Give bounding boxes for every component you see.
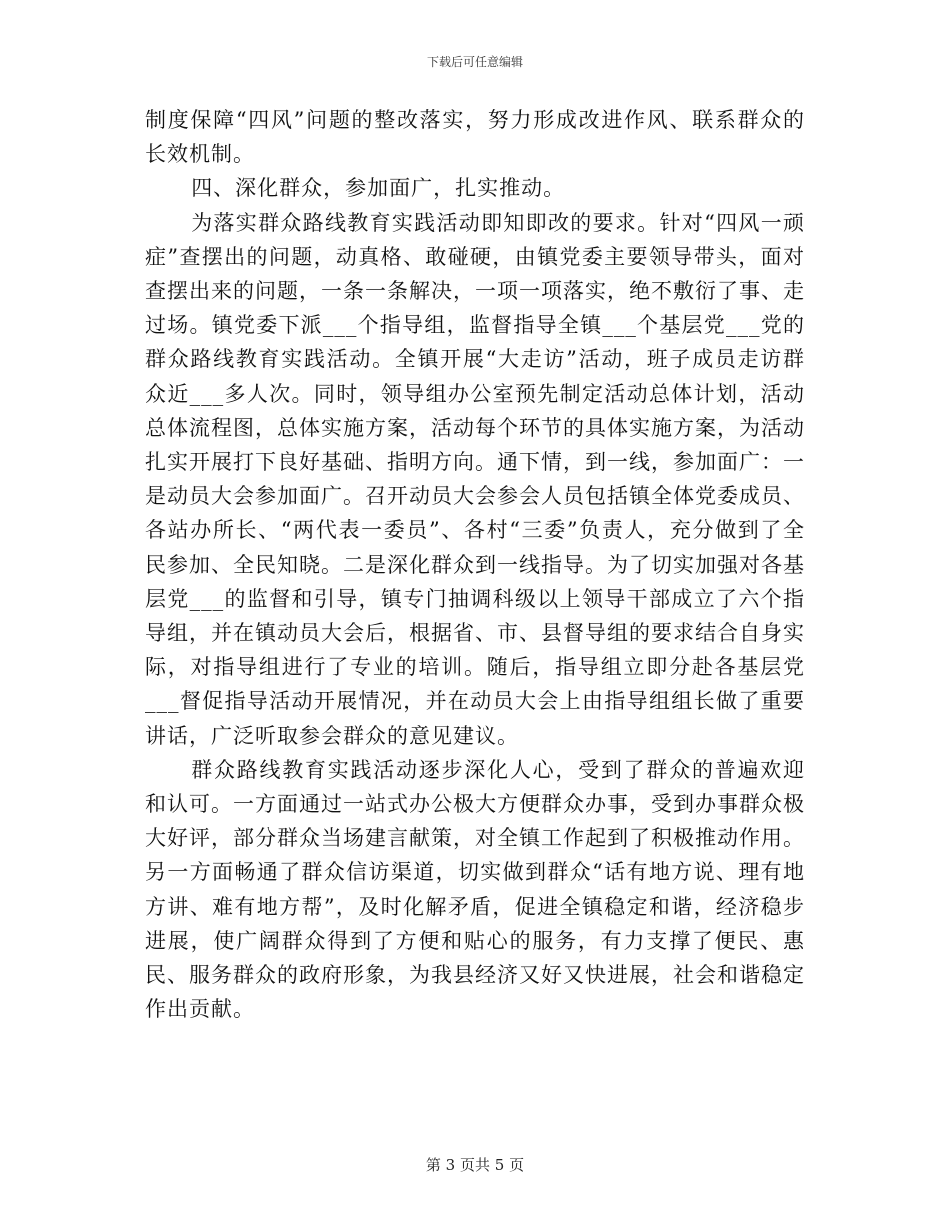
paragraph: 群众路线教育实践活动逐步深化人心，受到了群众的普遍欢迎和认可。一方面通过一站式办公极大方便群众办事，受到办事群众极大好评，部分群众当场建言献策，对全镇工作起到了积极推动作用。另一方面畅通了群众信访渠道，切实做到群众“话有地方说、理有地方讲、难有地方帮”，及时化解矛盾，促进全镇稳定和谐，经济稳步进展，使广阔群众得到了方便和贴心的服务，有力支撑了便民、惠民、服务群众的政府形象，为我县经济又好又快进展，社会和谐稳定作出贡献。 — [145, 757, 805, 1022]
section-heading: 四、深化群众，参加面广，扎实推动。 — [191, 176, 566, 201]
page-number: 第 3 页共 5 页 — [425, 1156, 525, 1174]
page-header: 下载后可任意编辑 — [426, 55, 523, 69]
document-body — [145, 103, 805, 1026]
paragraph: 为落实群众路线教育实践活动即知即改的要求。针对“四风一顽症”查摆出的问题，动真格、敢碰硬，由镇党委主要领导带头，面对查摆出来的问题，一条一条解决，一项一项落实，绝不敷衍了事、走过场。镇党委下派___个指导组，监督指导全镇___个基层党___党的群众路线教育实践活动。全镇开展“大走访”活动，班子成员走访群众近___多人次。同时，领导组办公室预先制定活动总体计划，活动总体流程图，总体实施方案，活动每个环节的具体实施方案，为活动扎实开展打下良好基础、指明方向。通下情，到一线，参加面广：一是动员大会参加面广。召开动员大会参会人员包括镇全体党委成员、各站办所长、“两代表一委员”、各村“三委”负责人，充分做到了全民参加、全民知晓。二是深化群众到一线指导。为了切实加强对各基层党___的监督和引导，镇专门抽调科级以上领导干部成立了六个指导组，并在镇动员大会后，根据省、市、县督导组的要求结合自身实际，对指导组进行了专业的培训。随后，指导组立即分赴各基层党___督促指导活动开展情况，并在动员大会上由指导组组长做了重要讲话，广泛听取参会群众的意见建议。 — [145, 210, 805, 748]
paragraph-continued: 制度保障“四风”问题的整改落实，努力形成改进作风、联系群众的长效机制。 — [145, 108, 805, 167]
